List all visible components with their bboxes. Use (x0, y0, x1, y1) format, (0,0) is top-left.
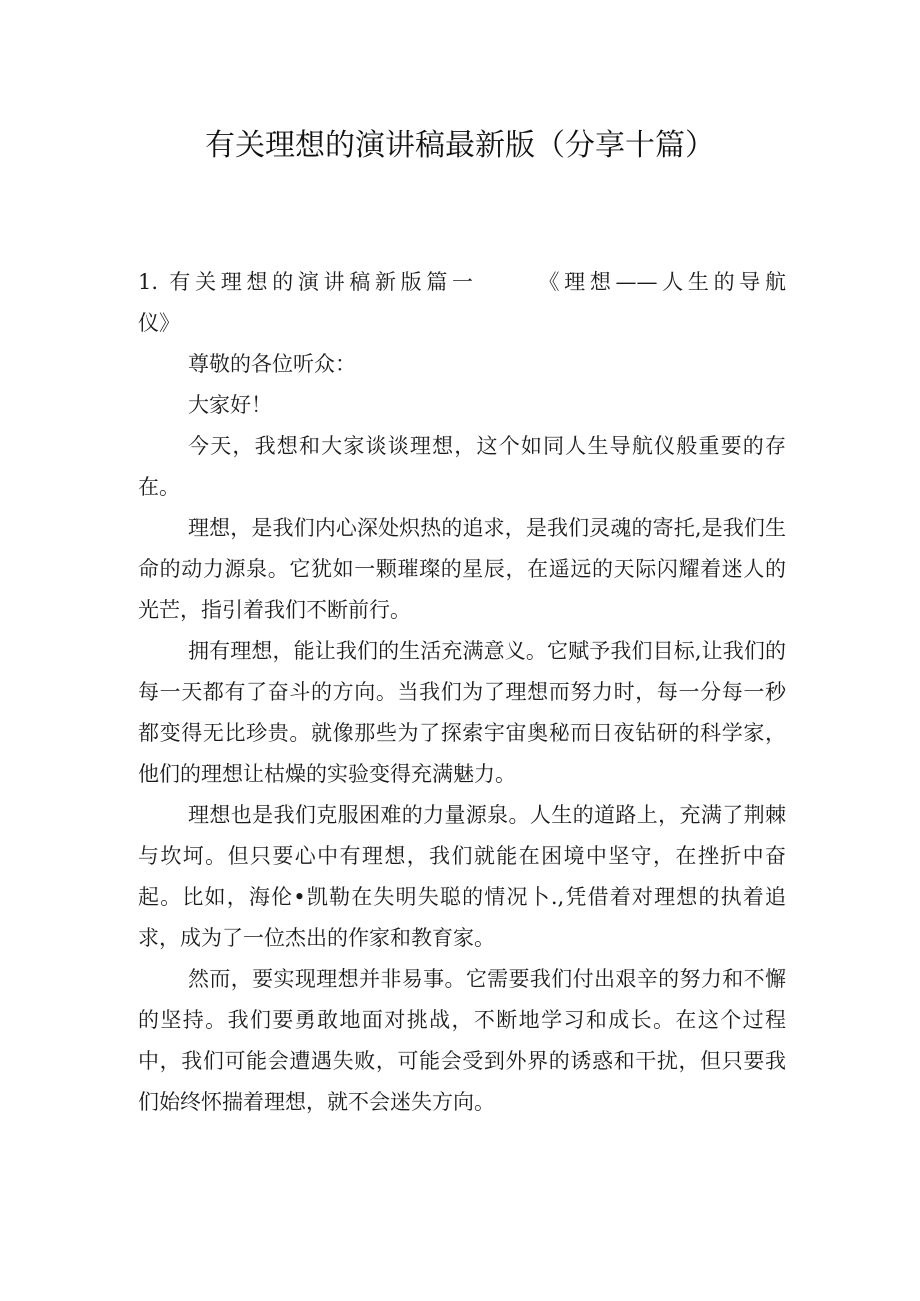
document-title: 有关理想的演讲稿最新版（分享十篇） (205, 128, 715, 163)
section-heading-number: 1 (138, 270, 152, 294)
section-heading-subtitle: 《理想——人生的导航 (533, 270, 786, 294)
section-heading (138, 262, 786, 303)
paragraph: 拥有理想，能让我们的生活充满意义。它赋予我们目标,让我们的每一天都有了奋斗的方向。当我们为了理想而努力时，每一分每一秒都变得无比珍贵。就像那些为了探索宇宙奥秘而日夜钻研的科学家，他们的理想让枯燥的实验变得充满魅力。 (138, 639, 786, 786)
greeting: 大家好！ (188, 393, 272, 417)
document-body (138, 262, 786, 1123)
salutation: 尊敬的各位听众： (188, 352, 356, 376)
paragraph: 今天，我想和大家谈谈理想，这个如同人生导航仪般重要的存在。 (138, 434, 786, 499)
paragraph: 然而，要实现理想并非易事。它需要我们付出艰辛的努力和不懈的坚持。我们要勇敢地面对挑战，不断地学习和成长。在这个过程中，我们可能会遭遇失败，可能会受到外界的诱惑和干扰，但只要我们始终怀揣着理想，就不会迷失方向。 (138, 967, 786, 1114)
section-heading-subtitle-end: 仪》 (138, 311, 180, 335)
paragraph: 理想也是我们克服困难的力量源泉。人生的道路上，充满了荆棘与坎坷。但只要心中有理想，我们就能在困境中坚守，在挫折中奋起。比如，海伦•凯勒在失明失聪的情况卜.,凭借着对理想的执着追求，成为了一位杰出的作家和教育家。 (138, 803, 786, 950)
section-heading-text: . 有关理想的演讲稿新版篇一 (151, 270, 478, 294)
paragraph: 理想，是我们内心深处炽热的追求，是我们灵魂的寄托,是我们生命的动力源泉。它犹如一颗璀璨的星辰，在遥远的天际闪耀着迷人的光芒，指引着我们不断前行。 (138, 516, 786, 622)
